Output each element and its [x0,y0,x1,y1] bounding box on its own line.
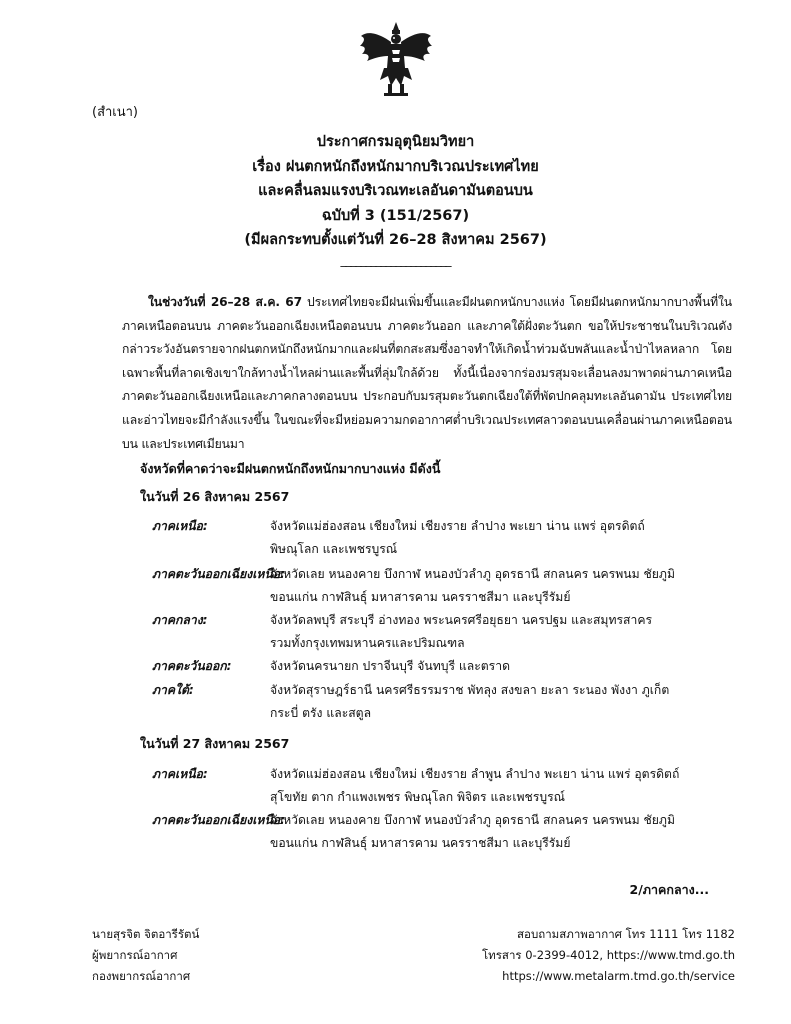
region-line: จังหวัดแม่ฮ่องสอน เชียงใหม่ เชียงราย ลำปาง พะเยา น่าน แพร่ อุตรดิตถ์ [270,519,645,533]
contact-fax-website: โทรสาร 0-2399-4012, https://www.tmd.go.th [482,948,735,962]
forecaster-name: นายสุรจิต จิตอารีรัตน์ [92,927,200,941]
intro-body: ประเทศไทยจะมีฝนเพิ่มขึ้นและมีฝนตกหนักบางแห่ง โดยมีฝนตกหนักมากบางพื้นที่ในภาคเหนือตอนบน ภาคตะวันออกเฉียงเหนือตอนบน ภาคตะวันออก และภาคใต้ฝั่งตะวันตก ขอให้ประชาชนในบริเวณดังกล่าวระวังอันตรายจากฝนตกหนักถึงหนักมากและฝนที่ตกสะสมซึ่งอาจทำให้เกิดน้ำท่วมฉับพลันและน้ำป่าไหลหลาก โดยเฉพาะพื้นที่ลาดเชิงเขาใกล้ทางน้ำไหลผ่านและพื้นที่ลุ่มใกล้ด้วย ทั้งนี้เนื่องจากร่องมรสุมจะเลื่อนลงมาพาดผ่านภาคเหนือ ภาคตะวันออกเฉียงเหนือและภาคกลางตอนบน ประกอบกับมรสุมตะวันตกเฉียงใต้ที่พัดปกคลุมทะเลอันดามัน ประเทศไทย และอ่าวไทยจะมีกำลังแรงขึ้น ในขณะที่จะมีหย่อมความกดอากาศต่ำบริเวณประเทศลาวตอนบนเคลื่อนผ่านภาคเหนือตอนบน และประเทศเมียนมา [122,295,732,451]
forecaster-title: ผู้พยากรณ์อากาศ [92,948,178,962]
region-line: ขอนแก่น กาฬสินธุ์ มหาสารคาม นครราชสีมา และบุรีรัมย์ [270,589,571,604]
region-label: ภาคกลาง: [152,613,208,627]
region-provinces [270,563,730,608]
title-agency: ประกาศกรมอุตุนิยมวิทยา [316,134,475,150]
region-label: ภาคเหนือ: [152,767,208,781]
region-provinces [270,655,730,678]
announcement-title [0,130,791,267]
title-effective-dates: (มีผลกระทบตั้งแต่วันที่ 26–28 สิงหาคม 2567) [244,232,547,248]
garuda-emblem-icon [358,20,434,100]
region-provinces [270,679,730,724]
day-heading: ในวันที่ 26 สิงหาคม 2567 [140,489,290,504]
region-provinces [270,515,730,560]
region-provinces [270,809,730,854]
region-line: จังหวัดสุราษฎร์ธานี นครศรีธรรมราช พัทลุง สงขลา ยะลา ระนอง พังงา ภูเก็ต [270,683,670,697]
region-line: สุโขทัย ตาก กำแพงเพชร พิษณุโลก พิจิตร และเพชรบูรณ์ [270,789,565,804]
contact-block [482,924,735,987]
region-line: จังหวัดนครนายก ปราจีนบุรี จันทบุรี และตราด [270,659,510,673]
title-divider: ______________________ [340,252,451,267]
contact-phone: สอบถามสภาพอากาศ โทร 1111 โทร 1182 [517,927,735,941]
title-subject: เรื่อง ฝนตกหนักถึงหนักมากบริเวณประเทศไทย [252,158,539,175]
continued-page-ref: 2/ภาคกลาง... [629,882,709,897]
region-line: ขอนแก่น กาฬสินธุ์ มหาสารคาม นครราชสีมา และบุรีรัมย์ [270,835,571,850]
copy-note: (สำเนา) [92,105,139,120]
region-label: ภาคตะวันออกเฉียงเหนือ: [152,567,285,581]
region-label: ภาคตะวันออกเฉียงเหนือ: [152,813,285,827]
region-line: จังหวัดแม่ฮ่องสอน เชียงใหม่ เชียงราย ลำพูน ลำปาง พะเยา น่าน แพร่ อุตรดิตถ์ [270,767,680,781]
region-label: ภาคใต้: [152,683,194,697]
region-line: จังหวัดลพบุรี สระบุรี อ่างทอง พระนครศรีอยุธยา นครปฐม และสมุทรสาคร [270,613,653,627]
region-line: กระบี่ ตรัง และสตูล [270,705,372,720]
region-line: จังหวัดเลย หนองคาย บึงกาฬ หนองบัวลำภู อุดรธานี สกลนคร นครพนม ชัยภูมิ [270,567,675,581]
intro-lead: ในช่วงวันที่ 26–28 ส.ค. 67 [148,295,302,309]
region-label: ภาคเหนือ: [152,519,208,533]
contact-service-url: https://www.metalarm.tmd.go.th/service [502,969,735,983]
provinces-heading: จังหวัดที่คาดว่าจะมีฝนตกหนักถึงหนักมากบางแห่ง มีดังนี้ [140,461,441,476]
region-line: จังหวัดเลย หนองคาย บึงกาฬ หนองบัวลำภู อุดรธานี สกลนคร นครพนม ชัยภูมิ [270,813,675,827]
intro-paragraph [122,291,732,456]
forecaster-division: กองพยากรณ์อากาศ [92,969,191,983]
title-subject-cont: และคลื่นลมแรงบริเวณทะเลอันดามันตอนบน [258,183,533,199]
day-heading: ในวันที่ 27 สิงหาคม 2567 [140,736,290,751]
forecaster-signature-block [92,924,199,987]
region-label: ภาคตะวันออก: [152,659,232,673]
region-line: พิษณุโลก และเพชรบูรณ์ [270,541,398,556]
region-provinces [270,763,730,808]
region-provinces [270,609,730,654]
region-line: รวมทั้งกรุงเทพมหานครและปริมณฑล [270,635,465,650]
title-issue-number: ฉบับที่ 3 (151/2567) [321,207,470,224]
